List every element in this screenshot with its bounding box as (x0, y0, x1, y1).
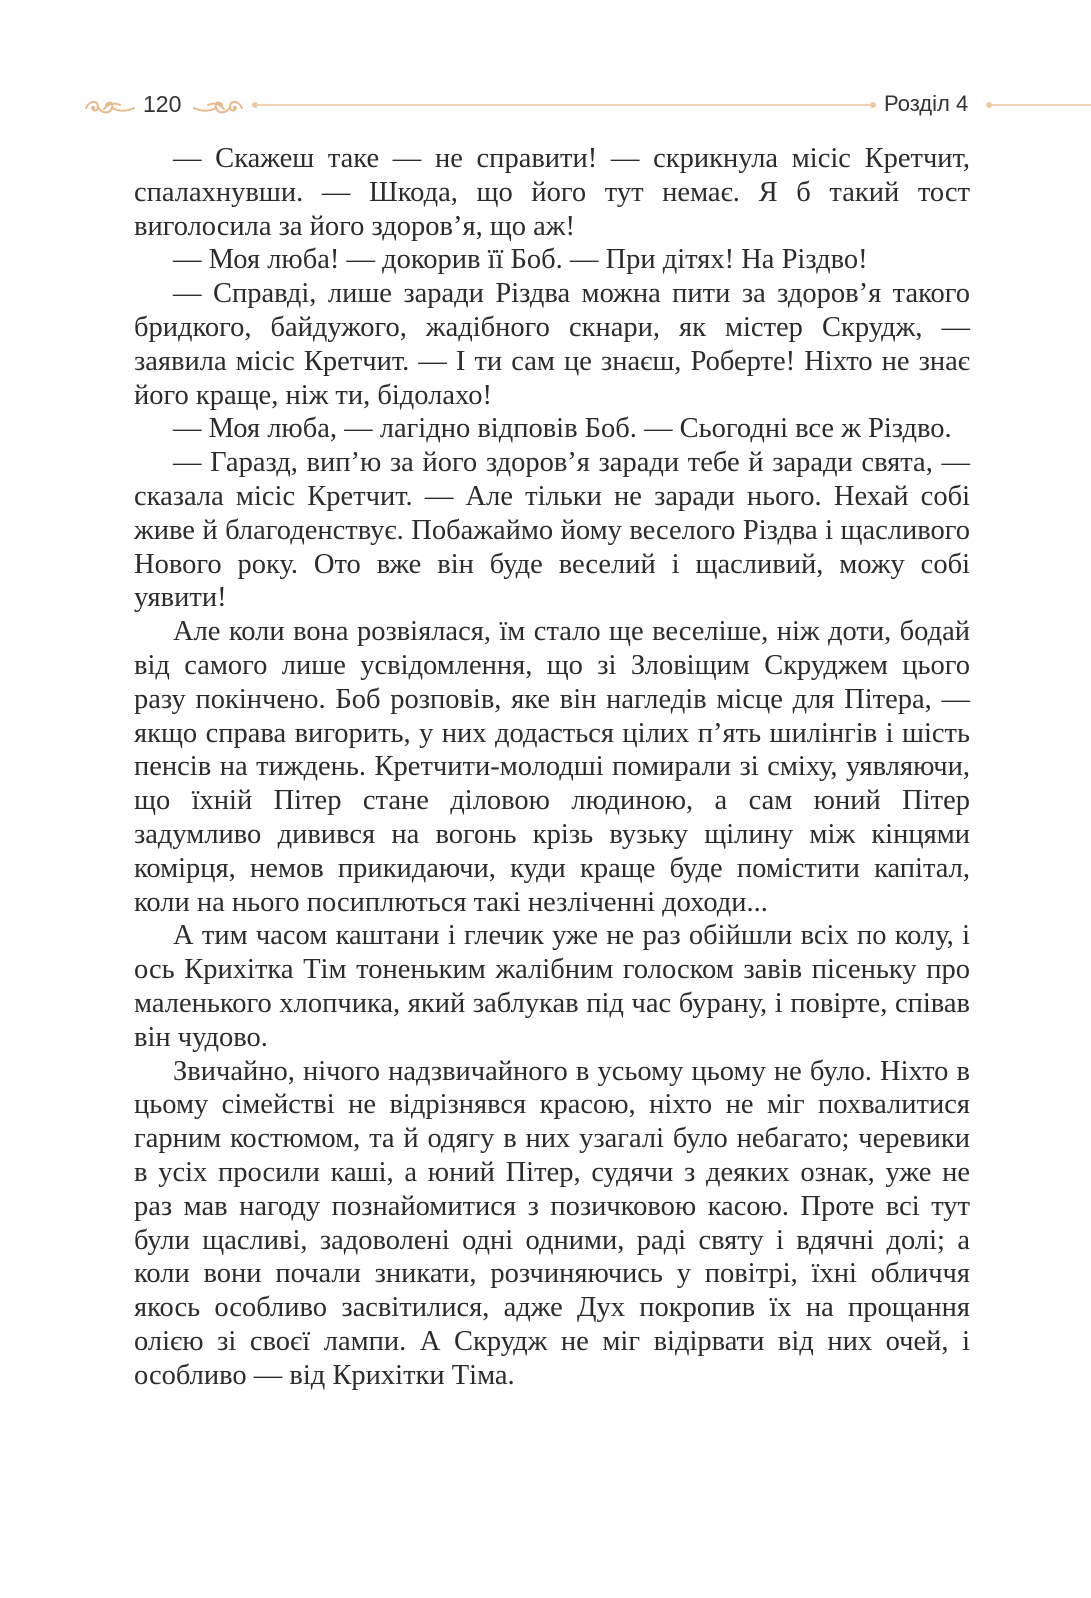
paragraph: Звичайно, нічого надзвичайного в усьому цьому не було. Ніхто в цьому сімействі не відрізнявся красою, ніхто не міг похвалитися гарним костюмом, та й одягу в них узагалі було небагато; черевики в усіх просили каші, а юний Пітер, судячи з деяких ознак, уже не раз мав нагоду познайомитися з позичковою касою. Проте всі тут були щасливі, задоволені одні одними, раді святу і вдячні долі; а коли вони почали зникати, розчиняючись у повітрі, їхні обличчя якось особливо засвітилися, адже Дух покропив їх на прощання олією зі своєї лампи. А Скрудж не міг відірвати від них очей, і особливо — від Крихітки Тіма. (134, 1055, 970, 1391)
paragraph: — Моя люба, — лагідно відповів Боб. — Сьогодні все ж Різдво. (173, 413, 952, 445)
paragraph: — Справді, лише заради Різдва можна пити за здоров’я такого бридкого, байдужого, жадібного скнари, як містер Скрудж, — заявила місіс Кретчит. — І ти сам це знаєш, Роберте! Ніхто не знає його краще, ніж ти, бідолахо! (134, 278, 970, 411)
body-text (134, 142, 970, 1392)
scroll-ornament-left-icon (84, 96, 136, 118)
chapter-label: Розділ 4 (884, 91, 969, 116)
rule-dot (870, 102, 876, 108)
paragraph: — Моя люба! — докорив її Боб. — При дітях! На Різдво! (173, 244, 868, 276)
paragraph: — Скажеш таке — не справити! — скрикнула місіс Кретчит, спалахнувши. — Шкода, що його тут немає. Я б такий тост виголосила за його здоров’я, що аж! (134, 143, 970, 242)
page-number: 120 (143, 91, 182, 117)
scroll-ornament-right-icon (192, 96, 244, 118)
paragraph: Але коли вона розвіялася, їм стало ще веселіше, ніж доти, бодай від самого лише усвідомлення, що зі Зловіщим Скруджем цього разу покінчено. Боб розповів, яке він нагледів місце для Пітера, — якщо справа вигорить, у них додасться цілих п’ять шилінгів і шість пенсів на тиждень. Кретчити-молодші помирали зі сміху, уявляючи, що їхній Пітер стане діловою людиною, а сам юний Пітер задумливо дивився на вогонь крізь вузьку щілину між кінцями комірця, немов прикидаючи, куди краще буде помістити капітал, коли на нього посиплються такі незліченні доходи... (134, 616, 970, 918)
paragraph: — Гаразд, вип’ю за його здоров’я заради тебе й заради свята, — сказала місіс Кретчит. — Але тільки не заради нього. Нехай собі живе й благоденствує. Побажаймо йому веселого Різдва і щасливого Нового року. Ото вже він буде веселий і щасливий, можу собі уявити! (134, 447, 970, 614)
paragraph: А тим часом каштани і глечик уже не раз обійшли всіх по колу, і ось Крихітка Тім тоненьким жалібним голоском завів пісеньку про маленького хлопчика, який заблукав під час бурану, і повірте, співав він чудово. (134, 920, 970, 1053)
header-rule-tail (992, 104, 1091, 106)
header-rule (256, 104, 872, 106)
page-header (80, 90, 1091, 124)
